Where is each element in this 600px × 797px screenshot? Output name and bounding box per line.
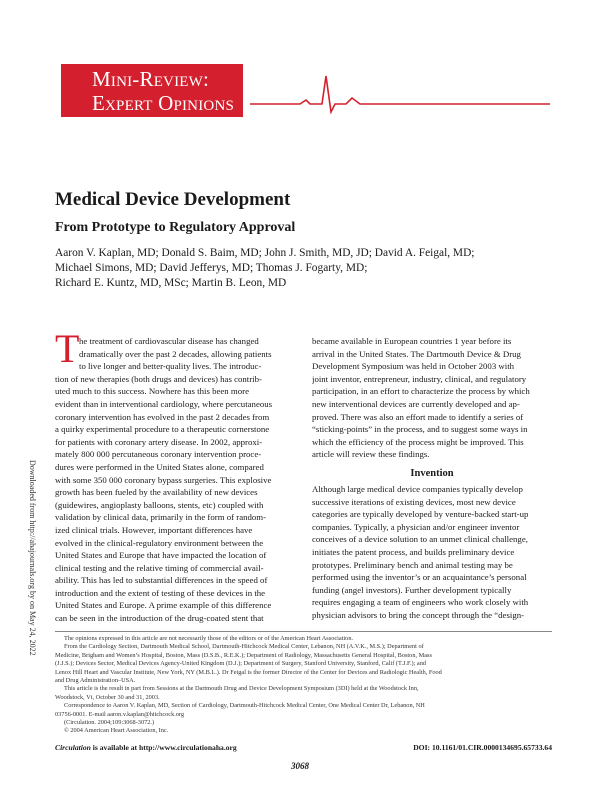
- text-line: with some 350 000 coronary bypass surgeries. This explosive: [55, 474, 272, 485]
- text-line: for patients with coronary artery disease. In 2002, approxi-: [55, 436, 263, 447]
- text-line: mately 800 000 percutaneous coronary intervention proce-: [55, 449, 262, 460]
- text-line: evident than in interventional cardiology, where percutaneous: [55, 398, 273, 409]
- text-line: validation by clinical data, primarily in the form of random-: [55, 512, 267, 523]
- author-line: Aaron V. Kaplan, MD; Donald S. Baim, MD; John J. Smith, MD, JD; David A. Feigal, MD;: [55, 247, 475, 259]
- text-line: (guidewires, angioplasty balloons, stents, etc) coupled with: [55, 499, 264, 510]
- text-line: requires engaging a team of engineers who work closely with: [312, 597, 529, 608]
- footnote-rule: [55, 631, 552, 632]
- text-line: can be seen in the introduction of the drug-coated stent that: [55, 613, 264, 624]
- author-line: Richard E. Kuntz, MD, MSc; Martin B. Leon, MD: [55, 277, 287, 289]
- text-line: participation, in an effort to characterize the process by which: [312, 386, 530, 397]
- footnote-line: Correspondence to Aaron V. Kaplan, MD, Section of Cardiology, Dartmouth-Hitchcock Medical Center, One Medical Center Dr, Lebanon, NH: [64, 702, 425, 710]
- doi: DOI: 10.1161/01.CIR.0000134695.65733.64: [413, 743, 552, 752]
- text-line: ized clinical trials. However, important differences have: [55, 524, 253, 535]
- footnote-line: Medicine, Brigham and Women’s Hospital, Boston, Mass (D.S.B., R.E.K.); Department of Radiology, Massachusetts General Hospital, Boston, Mass: [55, 651, 432, 659]
- text-line: became available in European countries 1 year before its: [312, 336, 512, 346]
- band-line-2: Expert Opinions: [92, 91, 235, 115]
- text-line: a quirky experimental procedure to a therapeutic cornerstone: [55, 424, 270, 435]
- text-line: companies. Typically, a physician and/or engineer inventor: [312, 521, 520, 532]
- text-line: conceives of a device solution to an unmet clinical challenge,: [312, 534, 528, 545]
- footnote-line: The opinions expressed in this article are not necessarily those of the editors or of the American Heart Association.: [64, 635, 354, 642]
- author-line: Michael Simons, MD; David Jefferys, MD; Thomas J. Fogarty, MD;: [55, 262, 368, 274]
- footnote-line: Woodstock, Vt, October 30 and 31, 2003.: [55, 693, 160, 701]
- text-line: he treatment of cardiovascular disease has changed: [79, 336, 259, 346]
- author-list: [55, 246, 575, 291]
- text-line: evolved in the clinical-regulatory environment between the: [55, 537, 264, 548]
- text-line: to live longer and better-quality lives. The introduc-: [79, 361, 262, 372]
- text-line: funding (angel investors). Further development typically: [312, 584, 512, 595]
- text-line: Although large medical device companies typically develop: [312, 483, 523, 494]
- text-line: dramatically over the past 2 decades, allowing patients: [79, 348, 272, 359]
- text-line: Development Symposium was held in October 2003 with: [312, 361, 515, 372]
- page-number: 3068: [291, 761, 309, 771]
- text-line: United States and Europe. A prime example of this difference: [55, 600, 272, 611]
- text-line: uted much to this success. Nowhere has this been more: [55, 386, 249, 397]
- text-line: ability. This has led to substantial differences in the speed of: [55, 575, 268, 586]
- text-line: “sticking-points” in the process, and to suggest some ways in: [312, 424, 528, 435]
- text-line: arrival in the United States. The Dartmouth Device & Drug: [312, 348, 521, 359]
- download-note-text: Downloaded from http://ahajournals.org by on May 24, 2022: [28, 460, 37, 656]
- footnote-line: (J.J.S.); Devices Sector, Medical Devices Agency-United Kingdom (D.J.); Department of Surgery, Stanford University, Stanford, Calif (T.J.F.); and: [55, 660, 427, 668]
- footnote-line: From the Cardiology Section, Dartmouth Medical School, Dartmouth-Hitchcock Medical Center, Lebanon, NH (A.V.K., M.S.); Department of: [64, 643, 424, 651]
- text-line: new interventional devices are currently developed and ap-: [312, 398, 520, 409]
- journal-url-link[interactable]: http://www.circulationaha.org: [138, 743, 237, 752]
- footnote-line: 03756-0001. E-mail aaron.v.kaplan@hitchcock.org: [55, 710, 185, 718]
- text-line: article will review these findings.: [312, 449, 430, 460]
- text-line: prototypes. Preliminary bench and animal testing may be: [312, 559, 513, 570]
- download-note: [25, 460, 37, 656]
- text-line: initiates the patent process, and builds preliminary device: [312, 546, 515, 557]
- journal-availability: Circulation is available at http://www.circulationaha.org: [55, 743, 237, 752]
- footnote-line: Lenox Hill Heart and Vascular Institute, New York, NY (M.B.L.). Dr Feigal is the former Director of the Center for Devices and Radiologic Health, Food: [55, 668, 442, 676]
- drop-cap: T: [55, 326, 80, 371]
- section-band: [61, 64, 243, 117]
- invention-paragraph: [312, 483, 552, 622]
- article-subtitle: From Prototype to Regulatory Approval: [55, 220, 296, 235]
- text-line: which the efficiency of the process might be improved. This: [312, 436, 524, 447]
- footnotes: [55, 635, 552, 736]
- band-line-1: Mini-Review:: [92, 67, 210, 91]
- footnote-line: © 2004 American Heart Association, Inc.: [64, 727, 169, 735]
- text-line: physician advisors to bring the concept through the “design-: [312, 609, 525, 620]
- footnote-line: (Circulation. 2004;109:3068-3072.): [64, 719, 155, 727]
- text-line: United States and Europe that have impacted the location of: [55, 550, 267, 561]
- intro-continuation: [312, 335, 552, 461]
- right-column: [312, 335, 552, 621]
- ekg-line-icon: [250, 74, 550, 114]
- text-line: tion of new therapies (both drugs and devices) has contrib-: [55, 373, 262, 384]
- article-title: Medical Device Development: [55, 189, 291, 210]
- text-line: growth has been fueled by the availability of new devices: [55, 487, 258, 498]
- text-line: performed using the inventor’s or an acquaintance’s personal: [312, 572, 527, 583]
- left-column: [55, 335, 297, 625]
- section-heading-invention: Invention: [410, 467, 454, 479]
- footnote-line: and Drug Administration–USA.: [55, 677, 136, 685]
- text-line: proved. There was also an effort made to identify a series of: [312, 411, 524, 422]
- text-line: joint inventor, entrepreneur, industry, clinical, and regulatory: [312, 373, 527, 384]
- text-line: dures were performed in the United States alone, compared: [55, 461, 264, 472]
- text-line: categories are typically developed by venture-backed start-up: [312, 509, 529, 520]
- text-line: successive iterations of existing devices, most new device: [312, 496, 516, 507]
- footnote-line: This article is the result in part from Sessions at the Dartmouth Drug and Device Development Symposium (3DI) held at the Woodstock Inn,: [64, 685, 419, 693]
- text-line: coronary intervention has evolved in the past 2 decades from: [55, 411, 270, 422]
- text-line: clinical testing and the relative timing of commercial avail-: [55, 562, 264, 573]
- text-line: introduction and the extent of testing of these devices in the: [55, 587, 266, 598]
